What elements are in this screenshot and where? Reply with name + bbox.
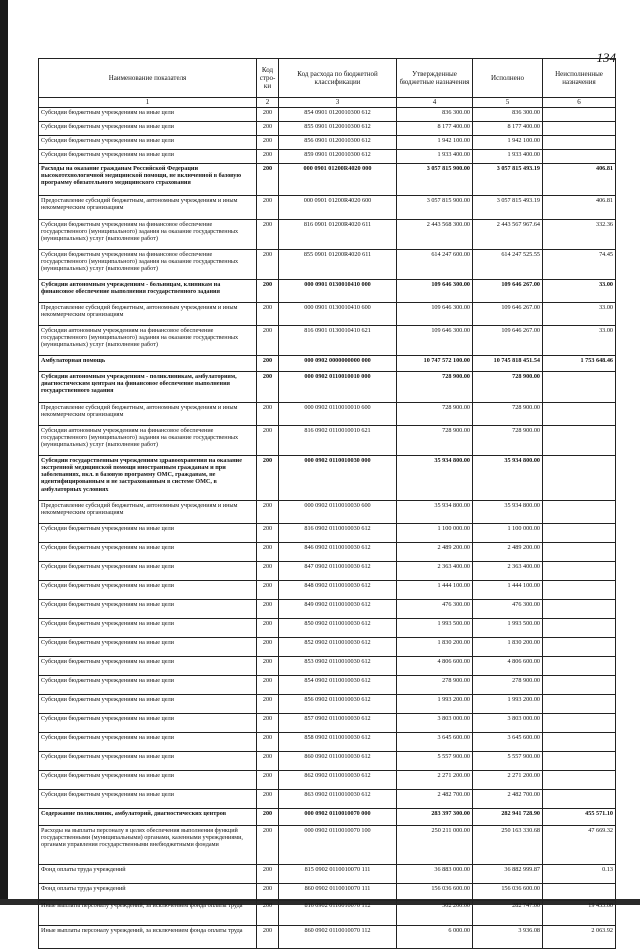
row-approved: 1 942 100.00: [397, 136, 473, 150]
row-classification: 854 0901 0120010300 612: [279, 108, 397, 122]
row-approved: 4 806 600.00: [397, 657, 473, 676]
row-classification: 859 0901 0120010300 612: [279, 150, 397, 164]
row-classification: 846 0902 0110010030 612: [279, 543, 397, 562]
row-classification: 000 0902 0110010030 600: [279, 501, 397, 524]
row-remaining: 332.36: [543, 220, 616, 250]
row-approved: 2 363 400.00: [397, 562, 473, 581]
row-classification: 000 0902 0110010010 600: [279, 403, 397, 426]
row-name: Предоставление субсидий бюджетным, автономным учреждениям и иным некоммерческим организациям: [39, 403, 257, 426]
row-approved: 35 934 800.00: [397, 501, 473, 524]
row-name: Субсидии бюджетным учреждениям на иные цели: [39, 136, 257, 150]
row-approved: 278 900.00: [397, 676, 473, 695]
row-name: Субсидии бюджетным учреждениям на иные цели: [39, 543, 257, 562]
table-row: [39, 676, 616, 695]
row-code: 200: [257, 220, 279, 250]
row-name: Иные выплаты персоналу учреждений, за исключением фонда оплаты труда: [39, 901, 257, 926]
header-row: [39, 59, 616, 98]
row-name: Субсидии бюджетным учреждениям на иные цели: [39, 733, 257, 752]
row-remaining: 406.81: [543, 196, 616, 220]
row-classification: 000 0902 0110010070 100: [279, 826, 397, 865]
row-approved: 2 482 700.00: [397, 790, 473, 809]
row-name: Расходы на выплаты персоналу в целях обеспечения выполнения функций государственными (муниципальными) органами, казенными учреждениями, органами управления государственными внебюджетными фондами: [39, 826, 257, 865]
row-executed: 10 745 818 451.54: [473, 356, 543, 372]
row-executed: 3 936.08: [473, 926, 543, 949]
row-approved: 1 830 200.00: [397, 638, 473, 657]
row-code: 200: [257, 280, 279, 303]
row-remaining: 1 753 648.46: [543, 356, 616, 372]
row-classification: 858 0902 0110010030 612: [279, 733, 397, 752]
row-code: 200: [257, 196, 279, 220]
row-classification: 862 0902 0110010030 612: [279, 771, 397, 790]
row-approved: 250 211 000.00: [397, 826, 473, 865]
table-row: [39, 826, 616, 865]
row-name: Фонд оплаты труда учреждений: [39, 865, 257, 884]
row-code: 200: [257, 356, 279, 372]
row-approved: 3 645 600.00: [397, 733, 473, 752]
table-row: [39, 356, 616, 372]
row-classification: 000 0902 0110010070 000: [279, 809, 397, 826]
row-remaining: [543, 456, 616, 501]
row-name: Субсидии бюджетным учреждениям на иные цели: [39, 638, 257, 657]
row-name: Субсидии автономным учреждениям - поликлиникам, амбулаториям, диагностическим центрам на финансовое обеспечение выполнения государственного задания: [39, 372, 257, 403]
row-executed: 728 900.00: [473, 403, 543, 426]
row-approved: 109 646 300.00: [397, 326, 473, 356]
row-classification: 816 0902 0110010030 612: [279, 524, 397, 543]
row-code: 200: [257, 790, 279, 809]
row-name: Содержание поликлиник, амбулаторий, диагностических центров: [39, 809, 257, 826]
row-approved: 1 993 200.00: [397, 695, 473, 714]
row-name: Субсидии бюджетным учреждениям на иные цели: [39, 619, 257, 638]
table-row: [39, 619, 616, 638]
table-row: [39, 280, 616, 303]
row-classification: 847 0902 0110010030 612: [279, 562, 397, 581]
row-approved: 836 300.00: [397, 108, 473, 122]
row-code: 200: [257, 150, 279, 164]
row-name: Субсидии государственным учреждениям здравоохранения на оказание экстренной медицинской помощи иностранным гражданам и при заболеваниях, вкл. в базовую программу ОМС, гражданам, не идентифицированным и не застрахованным в системе ОМС, в амбулаторных условиях: [39, 456, 257, 501]
row-executed: 836 300.00: [473, 108, 543, 122]
table-row: [39, 456, 616, 501]
table-row: [39, 695, 616, 714]
table-row: [39, 501, 616, 524]
row-approved: 10 747 572 100.00: [397, 356, 473, 372]
row-name: Субсидии бюджетным учреждениям на иные цели: [39, 714, 257, 733]
row-executed: 109 646 267.00: [473, 303, 543, 326]
row-classification: 000 0901 0130010410 600: [279, 303, 397, 326]
row-code: 200: [257, 501, 279, 524]
row-classification: 848 0902 0110010030 612: [279, 581, 397, 600]
header-approved: Утвержденные бюджетные назначения: [397, 59, 473, 98]
row-executed: 614 247 525.55: [473, 250, 543, 280]
row-name: Предоставление субсидий бюджетным, автономным учреждениям и иным некоммерческим организациям: [39, 501, 257, 524]
row-classification: 000 0901 01200R4020 000: [279, 164, 397, 196]
row-approved: 2 271 200.00: [397, 771, 473, 790]
table-row: [39, 164, 616, 196]
row-classification: 855 0901 01200R4020 611: [279, 250, 397, 280]
row-executed: 282 941 728.90: [473, 809, 543, 826]
budget-execution-table: [38, 58, 616, 949]
row-approved: 728 900.00: [397, 403, 473, 426]
row-approved: 1 933 400.00: [397, 150, 473, 164]
row-code: 200: [257, 250, 279, 280]
row-executed: 1 100 000.00: [473, 524, 543, 543]
row-approved: 156 036 600.00: [397, 884, 473, 901]
row-remaining: [543, 619, 616, 638]
row-name: Расходы на оказание гражданам Российской Федерации высокотехнологичной медицинской помощи, не включенной в базовую программу обязательного медицинского страхования: [39, 164, 257, 196]
row-code: 200: [257, 372, 279, 403]
row-approved: 1 993 500.00: [397, 619, 473, 638]
row-remaining: [543, 733, 616, 752]
row-approved: 728 900.00: [397, 372, 473, 403]
row-name: Субсидии бюджетным учреждениям на иные цели: [39, 524, 257, 543]
row-remaining: [543, 714, 616, 733]
row-code: 200: [257, 562, 279, 581]
row-name: Субсидии бюджетным учреждениям на иные цели: [39, 771, 257, 790]
row-executed: 109 646 267.00: [473, 280, 543, 303]
row-executed: 36 882 999.87: [473, 865, 543, 884]
row-code: 200: [257, 543, 279, 562]
row-approved: 3 803 000.00: [397, 714, 473, 733]
row-code: 200: [257, 303, 279, 326]
row-approved: 2 489 200.00: [397, 543, 473, 562]
row-remaining: 33.00: [543, 326, 616, 356]
row-remaining: 74.45: [543, 250, 616, 280]
row-code: 200: [257, 638, 279, 657]
row-remaining: [543, 372, 616, 403]
row-executed: 2 363 400.00: [473, 562, 543, 581]
row-code: 200: [257, 164, 279, 196]
row-classification: 855 0901 0120010300 612: [279, 122, 397, 136]
table-row: [39, 122, 616, 136]
row-approved: 614 247 600.00: [397, 250, 473, 280]
row-code: 200: [257, 600, 279, 619]
row-approved: 2 443 568 300.00: [397, 220, 473, 250]
row-executed: 4 806 600.00: [473, 657, 543, 676]
row-classification: 816 0901 01200R4020 611: [279, 220, 397, 250]
row-classification: 849 0902 0110010030 612: [279, 600, 397, 619]
row-name: Субсидии бюджетным учреждениям на иные цели: [39, 562, 257, 581]
table-row: [39, 543, 616, 562]
table-row: [39, 657, 616, 676]
row-code: 200: [257, 714, 279, 733]
row-classification: 850 0902 0110010030 612: [279, 619, 397, 638]
row-remaining: [543, 752, 616, 771]
row-code: 200: [257, 619, 279, 638]
row-approved: 283 397 300.00: [397, 809, 473, 826]
row-remaining: [543, 136, 616, 150]
row-remaining: [543, 426, 616, 456]
table-row: [39, 771, 616, 790]
row-classification: 860 0902 0110010070 112: [279, 926, 397, 949]
row-executed: 2 482 700.00: [473, 790, 543, 809]
row-code: 200: [257, 826, 279, 865]
row-code: 200: [257, 581, 279, 600]
table-row: [39, 196, 616, 220]
row-name: Фонд оплаты труда учреждений: [39, 884, 257, 901]
table-row: [39, 901, 616, 926]
row-code: 200: [257, 657, 279, 676]
row-classification: 852 0902 0110010030 612: [279, 638, 397, 657]
row-classification: 860 0902 0110010030 612: [279, 752, 397, 771]
table-row: [39, 562, 616, 581]
row-executed: 250 163 330.68: [473, 826, 543, 865]
row-remaining: 33.00: [543, 280, 616, 303]
row-executed: 109 646 267.00: [473, 326, 543, 356]
table-row: [39, 790, 616, 809]
row-code: 200: [257, 524, 279, 543]
table-row: [39, 714, 616, 733]
row-code: 200: [257, 865, 279, 884]
table-row: [39, 581, 616, 600]
table-row: [39, 326, 616, 356]
row-name: Субсидии бюджетным учреждениям на иные цели: [39, 695, 257, 714]
row-classification: 000 0902 0110010030 000: [279, 456, 397, 501]
header-name: Наименование показателя: [39, 59, 257, 98]
row-executed: 5 557 900.00: [473, 752, 543, 771]
row-name: Субсидии бюджетным учреждениям на иные цели: [39, 108, 257, 122]
row-code: 200: [257, 456, 279, 501]
table-row: [39, 809, 616, 826]
row-remaining: [543, 638, 616, 657]
row-name: Субсидии бюджетным учреждениям на иные цели: [39, 752, 257, 771]
row-code: 200: [257, 771, 279, 790]
table-row: [39, 733, 616, 752]
row-remaining: [543, 771, 616, 790]
row-classification: 815 0902 0110010070 111: [279, 865, 397, 884]
table-row: [39, 865, 616, 884]
row-remaining: [543, 403, 616, 426]
row-remaining: [543, 676, 616, 695]
row-code: 200: [257, 426, 279, 456]
row-remaining: 33.00: [543, 303, 616, 326]
row-remaining: 2 063.92: [543, 926, 616, 949]
table-row: [39, 926, 616, 949]
row-code: 200: [257, 926, 279, 949]
row-remaining: [543, 790, 616, 809]
row-name: Субсидии бюджетным учреждениям на иные цели: [39, 676, 257, 695]
row-name: Субсидии бюджетным учреждениям на иные цели: [39, 150, 257, 164]
row-remaining: 0.13: [543, 865, 616, 884]
row-code: 200: [257, 403, 279, 426]
row-remaining: [543, 884, 616, 901]
row-remaining: 19 453.00: [543, 901, 616, 926]
row-classification: 816 0901 0130010410 621: [279, 326, 397, 356]
column-number: 6: [543, 98, 616, 108]
row-code: 200: [257, 752, 279, 771]
row-code: 200: [257, 136, 279, 150]
row-remaining: 47 669.32: [543, 826, 616, 865]
table-row: [39, 150, 616, 164]
row-name: Субсидии автономным учреждениям на финансовое обеспечение государственного (муниципального) задания на оказание государственных (муниципальных) услуг (выполнение работ): [39, 326, 257, 356]
row-code: 200: [257, 108, 279, 122]
header-code: Код стро-ки: [257, 59, 279, 98]
header-classification: Код расхода по бюджетной классификации: [279, 59, 397, 98]
row-classification: 000 0901 0130010410 000: [279, 280, 397, 303]
row-code: 200: [257, 676, 279, 695]
table-row: [39, 250, 616, 280]
row-name: Предоставление субсидий бюджетным, автономным учреждениям и иным некоммерческим организациям: [39, 303, 257, 326]
table-row: [39, 524, 616, 543]
table-row: [39, 372, 616, 403]
row-approved: 3 057 815 900.00: [397, 196, 473, 220]
row-name: Предоставление субсидий бюджетным, автономным учреждениям и иным некоммерческим организациям: [39, 196, 257, 220]
row-code: 200: [257, 809, 279, 826]
row-classification: 856 0902 0110010030 612: [279, 695, 397, 714]
row-classification: 853 0902 0110010030 612: [279, 657, 397, 676]
row-classification: 816 0902 0110010070 112: [279, 901, 397, 926]
row-remaining: [543, 657, 616, 676]
row-classification: 857 0902 0110010030 612: [279, 714, 397, 733]
row-executed: 1 933 400.00: [473, 150, 543, 164]
row-name: Субсидии бюджетным учреждениям на иные цели: [39, 790, 257, 809]
row-code: 200: [257, 695, 279, 714]
row-code: 200: [257, 901, 279, 926]
column-number: 1: [39, 98, 257, 108]
column-number: 3: [279, 98, 397, 108]
row-name: Субсидии бюджетным учреждениям на иные цели: [39, 581, 257, 600]
table-body: [39, 108, 616, 949]
row-name: Субсидии бюджетным учреждениям на финансовое обеспечение государственного (муниципального) задания на оказание государственных (муниципальных) услуг (выполнение работ): [39, 220, 257, 250]
row-code: 200: [257, 326, 279, 356]
table-row: [39, 884, 616, 901]
table-row: [39, 600, 616, 619]
row-name: Иные выплаты персоналу учреждений, за исключением фонда оплаты труда: [39, 926, 257, 949]
table-row: [39, 403, 616, 426]
row-executed: 35 934 800.00: [473, 456, 543, 501]
row-remaining: 406.81: [543, 164, 616, 196]
row-executed: 3 645 600.00: [473, 733, 543, 752]
table-row: [39, 108, 616, 122]
row-approved: 35 934 800.00: [397, 456, 473, 501]
table-row: [39, 752, 616, 771]
row-name: Субсидии бюджетным учреждениям на иные цели: [39, 657, 257, 676]
row-approved: 109 646 300.00: [397, 303, 473, 326]
row-approved: 36 883 000.00: [397, 865, 473, 884]
header-remaining: Неисполненные назначения: [543, 59, 616, 98]
row-code: 200: [257, 122, 279, 136]
row-executed: 1 444 100.00: [473, 581, 543, 600]
table-row: [39, 136, 616, 150]
row-remaining: [543, 581, 616, 600]
row-remaining: [543, 600, 616, 619]
row-executed: 35 934 800.00: [473, 501, 543, 524]
row-remaining: [543, 695, 616, 714]
row-classification: 863 0902 0110010030 612: [279, 790, 397, 809]
row-executed: 1 830 200.00: [473, 638, 543, 657]
row-executed: 8 177 400.00: [473, 122, 543, 136]
row-remaining: 455 571.10: [543, 809, 616, 826]
row-executed: 2 271 200.00: [473, 771, 543, 790]
page-number: 134: [596, 50, 616, 65]
table-row: [39, 303, 616, 326]
row-executed: 156 036 600.00: [473, 884, 543, 901]
row-classification: 860 0902 0110010070 111: [279, 884, 397, 901]
column-number: 4: [397, 98, 473, 108]
row-executed: 278 900.00: [473, 676, 543, 695]
column-number: 2: [257, 98, 279, 108]
row-approved: 6 000.00: [397, 926, 473, 949]
row-approved: 728 900.00: [397, 426, 473, 456]
row-approved: 1 444 100.00: [397, 581, 473, 600]
row-classification: 856 0901 0120010300 612: [279, 136, 397, 150]
row-classification: 000 0901 01200R4020 600: [279, 196, 397, 220]
row-executed: 3 803 000.00: [473, 714, 543, 733]
row-executed: 728 900.00: [473, 426, 543, 456]
row-classification: 000 0902 0000000000 000: [279, 356, 397, 372]
row-executed: 1 993 200.00: [473, 695, 543, 714]
row-approved: 1 100 000.00: [397, 524, 473, 543]
row-classification: 000 0902 0110010010 000: [279, 372, 397, 403]
row-approved: 476 300.00: [397, 600, 473, 619]
row-code: 200: [257, 733, 279, 752]
table-row: [39, 638, 616, 657]
row-name: Субсидии бюджетным учреждениям на иные цели: [39, 122, 257, 136]
row-name: Субсидии бюджетным учреждениям на иные цели: [39, 600, 257, 619]
row-executed: 1 942 100.00: [473, 136, 543, 150]
row-executed: 282 747.00: [473, 901, 543, 926]
column-number-row: [39, 98, 616, 108]
row-name: Субсидии автономным учреждениям на финансовое обеспечение государственного (муниципального) задания на оказание государственных (муниципальных) услуг (выполнение работ): [39, 426, 257, 456]
row-executed: 3 057 815 493.19: [473, 196, 543, 220]
row-executed: 476 300.00: [473, 600, 543, 619]
row-approved: 5 557 900.00: [397, 752, 473, 771]
row-remaining: [543, 108, 616, 122]
table-row: [39, 426, 616, 456]
row-code: 200: [257, 884, 279, 901]
row-remaining: [543, 562, 616, 581]
table-row: [39, 220, 616, 250]
row-remaining: [543, 543, 616, 562]
row-classification: 854 0902 0110010030 612: [279, 676, 397, 695]
column-number: 5: [473, 98, 543, 108]
row-executed: 728 900.00: [473, 372, 543, 403]
row-executed: 2 489 200.00: [473, 543, 543, 562]
row-approved: 302 200.00: [397, 901, 473, 926]
row-executed: 2 443 567 967.64: [473, 220, 543, 250]
header-executed: Исполнено: [473, 59, 543, 98]
row-name: Субсидии автономным учреждениям - больницам, клиникам на финансовое обеспечение выполнения государственного задания: [39, 280, 257, 303]
row-name: Субсидии бюджетным учреждениям на финансовое обеспечение государственного (муниципального) задания на оказание государственных (муниципальных) услуг (выполнение работ): [39, 250, 257, 280]
row-executed: 3 057 815 493.19: [473, 164, 543, 196]
row-approved: 8 177 400.00: [397, 122, 473, 136]
row-classification: 816 0902 0110010010 621: [279, 426, 397, 456]
row-approved: 109 646 300.00: [397, 280, 473, 303]
row-remaining: [543, 122, 616, 136]
row-remaining: [543, 150, 616, 164]
row-remaining: [543, 524, 616, 543]
scan-left-edge: [0, 0, 8, 905]
row-approved: 3 057 815 900.00: [397, 164, 473, 196]
row-executed: 1 993 500.00: [473, 619, 543, 638]
row-name: Амбулаторная помощь: [39, 356, 257, 372]
row-remaining: [543, 501, 616, 524]
